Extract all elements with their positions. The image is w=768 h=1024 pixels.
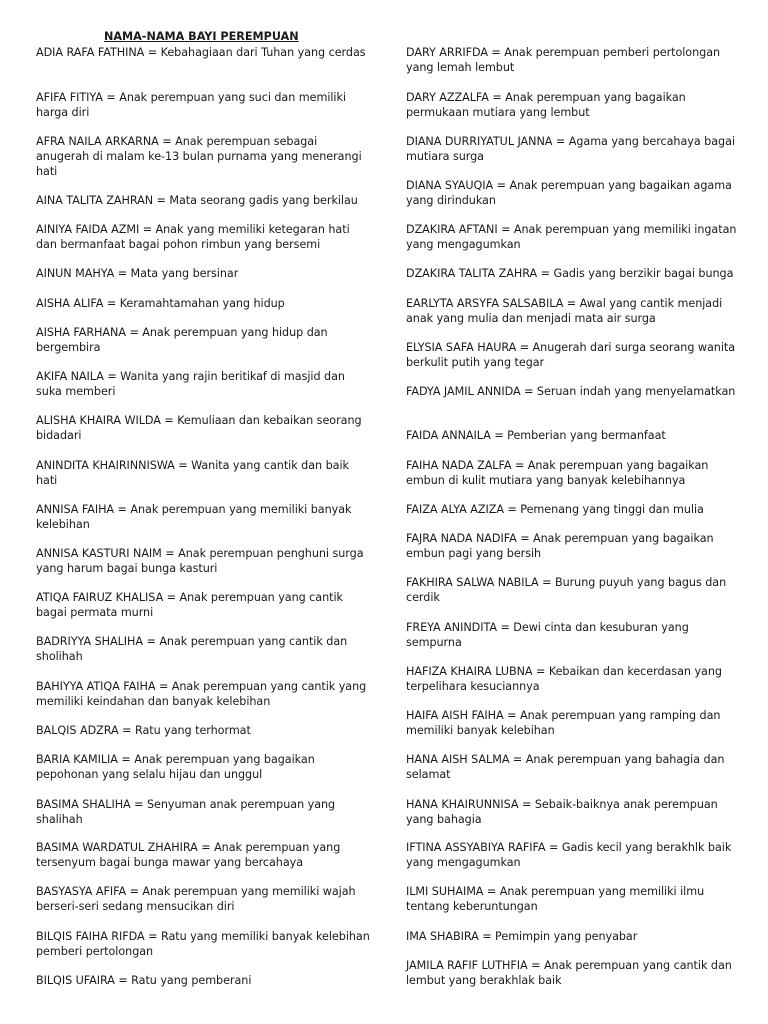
name-entry: ANINDITA KHAIRINNISWA = Wanita yang cantik dan baik hati	[36, 459, 349, 488]
name-entry: HANA AISH SALMA = Anak perempuan yang bahagia dan selamat	[406, 753, 725, 782]
name-entry: ILMI SUHAIMA = Anak perempuan yang memiliki ilmu tentang keberuntungan	[406, 885, 705, 914]
name-entry: ATIQA FAIRUZ KHALISA = Anak perempuan yang cantik bagai permata murni	[36, 591, 343, 620]
name-entry: BASIMA WARDATUL ZHAHIRA = Anak perempuan yang tersenyum bagai bunga mawar yang bercahaya	[36, 841, 341, 870]
name-entry: AKIFA NAILA = Wanita yang rajin beritikaf di masjid dan suka memberi	[36, 370, 345, 399]
name-entry: DZAKIRA AFTANI = Anak perempuan yang memiliki ingatan yang mengagumkan	[406, 223, 737, 252]
name-entry: DARY ARRIFDA = Anak perempuan pemberi pertolongan yang lemah lembut	[406, 46, 721, 75]
name-entry: IMA SHABIRA = Pemimpin yang penyabar	[406, 930, 638, 943]
name-entry: BAHIYYA ATIQA FAIHA = Anak perempuan yang cantik yang memiliki keindahan dan banyak kelebihan	[36, 680, 367, 709]
name-entry: ANNISA KASTURI NAIM = Anak perempuan penghuni surga yang harum bagai bunga kasturi	[36, 547, 364, 576]
name-entry: ALISHA KHAIRA WILDA = Kemuliaan dan kebaikan seorang bidadari	[36, 414, 362, 443]
name-entry: AISHA FARHANA = Anak perempuan yang hidup dan bergembira	[36, 326, 328, 355]
name-entry: ANNISA FAIHA = Anak perempuan yang memiliki banyak kelebihan	[36, 503, 352, 532]
name-entry: HAFIZA KHAIRA LUBNA = Kebaikan dan kecerdasan yang terpelihara kesuciannya	[406, 665, 722, 694]
document-title: NAMA-NAMA BAYI PEREMPUAN	[104, 30, 299, 43]
name-entry: BARIA KAMILIA = Anak perempuan yang bagaikan pepohonan yang selalu hijau dan unggul	[36, 753, 315, 782]
name-entry: AINIYA FAIDA AZMI = Anak yang memiliki ketegaran hati dan bermanfaat bagai pohon rimbun yang bersemi	[36, 223, 350, 252]
name-entry: DARY AZZALFA = Anak perempuan yang bagaikan permukaan mutiara yang lembut	[406, 91, 686, 120]
name-entry: FAJRA NADA NADIFA = Anak perempuan yang bagaikan embun pagi yang bersih	[406, 532, 714, 561]
left-column	[36, 0, 371, 1024]
name-entry: FAKHIRA SALWA NABILA = Burung puyuh yang bagus dan cerdik	[406, 576, 727, 605]
name-entry: BILQIS FAIHA RIFDA = Ratu yang memiliki banyak kelebihan pemberi pertolongan	[36, 930, 370, 959]
name-entry: AISHA ALIFA = Keramahtamahan yang hidup	[36, 297, 285, 310]
name-entry: BALQIS ADZRA = Ratu yang terhormat	[36, 724, 251, 737]
name-entry: ELYSIA SAFA HAURA = Anugerah dari surga seorang wanita berkulit putih yang tegar	[406, 341, 736, 370]
name-entry: DIANA DURRIYATUL JANNA = Agama yang bercahaya bagai mutiara surga	[406, 135, 735, 164]
name-entry: IFTINA ASSYABIYA RAFIFA = Gadis kecil yang berakhlk baik yang mengagumkan	[406, 841, 732, 870]
name-entry: FAIZA ALYA AZIZA = Pemenang yang tinggi dan mulia	[406, 503, 704, 516]
name-entry: FAIHA NADA ZALFA = Anak perempuan yang bagaikan embun di kulit mutiara yang banyak kelebihannya	[406, 459, 709, 488]
name-entry: BILQIS UFAIRA = Ratu yang pemberani	[36, 974, 252, 987]
name-entry: DZAKIRA TALITA ZAHRA = Gadis yang berzikir bagai bunga	[406, 267, 734, 280]
name-entry: BADRIYYA SHALIHA = Anak perempuan yang cantik dan sholihah	[36, 635, 348, 664]
name-entry: JAMILA RAFIF LUTHFIA = Anak perempuan yang cantik dan lembut yang berakhlak baik	[406, 959, 732, 988]
name-entry: EARLYTA ARSYFA SALSABILA = Awal yang cantik menjadi anak yang mulia dan menjadi mata air surga	[406, 297, 723, 326]
name-entry: FAIDA ANNAILA = Pemberian yang bermanfaat	[406, 429, 666, 442]
name-entry: HAIFA AISH FAIHA = Anak perempuan yang ramping dan memiliki banyak kelebihan	[406, 709, 721, 738]
name-entry: FADYA JAMIL ANNIDA = Seruan indah yang menyelamatkan	[406, 385, 736, 398]
name-entry: HANA KHAIRUNNISA = Sebaik-baiknya anak perempuan yang bahagia	[406, 798, 718, 827]
name-entry: AINUN MAHYA = Mata yang bersinar	[36, 267, 239, 280]
name-entry: AINA TALITA ZAHRAN = Mata seorang gadis yang berkilau	[36, 194, 358, 207]
right-column	[406, 0, 742, 1024]
name-entry: BASYASYA AFIFA = Anak perempuan yang memiliki wajah berseri-seri sedang mensucikan diri	[36, 885, 356, 914]
name-entry: AFRA NAILA ARKARNA = Anak perempuan sebagai anugerah di malam ke-13 bulan purnama yang menerangi hati	[36, 135, 362, 179]
name-entry: BASIMA SHALIHA = Senyuman anak perempuan yang shalihah	[36, 798, 336, 827]
name-entry: DIANA SYAUQIA = Anak perempuan yang bagaikan agama yang dirindukan	[406, 179, 732, 208]
name-entry: ADIA RAFA FATHINA = Kebahagiaan dari Tuhan yang cerdas	[36, 46, 366, 59]
name-entry: AFIFA FITIYA = Anak perempuan yang suci dan memiliki harga diri	[36, 91, 346, 120]
name-entry: FREYA ANINDITA = Dewi cinta dan kesuburan yang sempurna	[406, 621, 689, 650]
